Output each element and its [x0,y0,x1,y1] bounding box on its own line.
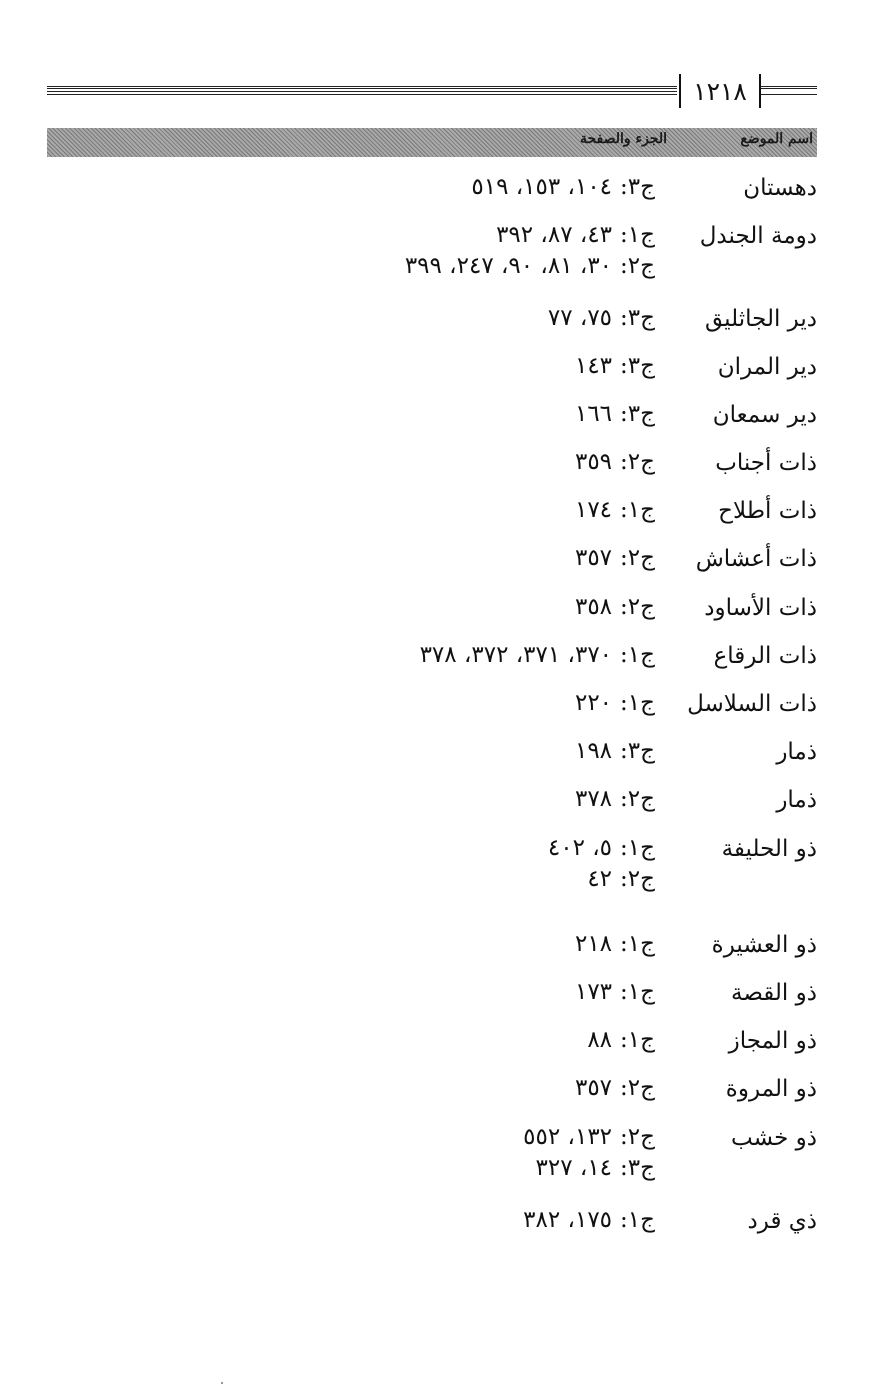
page-numbers: ١٤٣ [574,353,613,379]
reference-line [548,864,655,895]
place-name: ذي قرد [747,1208,817,1234]
reference-line [575,487,655,526]
reference-line [471,164,655,203]
reference-line [575,343,655,382]
reference-line [575,1065,655,1104]
volume-label: ج٢: [620,253,655,279]
reference-line [575,921,655,960]
volume-label: ج٣: [620,353,655,379]
page-numbers: ٣٥٩ [574,449,613,475]
volume-label: ج٣: [620,1155,655,1181]
reference-line [523,1197,655,1236]
page-numbers: ١٩٨ [574,738,613,764]
volume-label: ج٢: [620,1124,655,1150]
volume-label: ج١: [620,931,655,957]
volume-label: ج٢: [620,594,655,620]
volume-label: ج١: [620,979,655,1005]
page-numbers: ٣٥٧ [574,545,613,571]
page-numbers: ٤٢ [587,866,613,892]
page-header [47,74,817,108]
place-name: دير الجاثليق [704,306,817,332]
reference-list [575,343,655,382]
place-name: ذو خشب [731,1125,817,1151]
reference-line [523,1153,655,1184]
reference-list [575,728,655,767]
reference-line [575,439,655,478]
reference-list [587,1017,655,1056]
reference-line [405,212,655,251]
page-numbers: ٢٢٠ [574,690,613,716]
place-name: ذات السلاسل [687,691,817,717]
page-numbers: ٨٨ [587,1027,613,1053]
volume-label: ج٣: [620,174,655,200]
reference-line [575,391,655,430]
place-name: ذات أجناب [715,450,817,476]
place-name: ذو القصة [731,980,817,1006]
reference-list [523,1197,655,1236]
reference-line [575,776,655,815]
reference-list [575,439,655,478]
reference-list [575,776,655,815]
page-numbers: ٣٧٨ [574,786,613,812]
reference-list [575,921,655,960]
place-name: ذات أطلاح [718,498,817,524]
page-numbers: ٣٥٧ [574,1075,613,1101]
reference-list [575,535,655,574]
place-name: ذو المجاز [728,1028,817,1054]
volume-label: ج٢: [620,1075,655,1101]
page-numbers: ١٠٤، ١٥٣، ٥١٩ [471,174,613,200]
reference-list [405,212,655,282]
volume-label: ج٣: [620,305,655,331]
place-name: ذو المروة [725,1076,817,1102]
reference-list [575,969,655,1008]
page-numbers: ٤٣، ٨٧، ٣٩٢ [496,222,613,248]
page-numbers: ٣٧٠، ٣٧١، ٣٧٢، ٣٧٨ [419,642,613,668]
column-header-volume-page: الجزء والصفحة [579,131,667,147]
reference-list [471,164,655,203]
reference-line [575,680,655,719]
reference-line [575,535,655,574]
volume-label: ج٢: [620,449,655,475]
place-name: دهستان [743,175,817,201]
place-name: دير سمعان [712,402,817,428]
place-name: ذات أعشاش [695,546,817,572]
page-number: ١٢١٨ [693,76,747,106]
volume-label: ج٣: [620,738,655,764]
place-name: ذات الرقاع [713,643,817,669]
page-numbers: ١٧٣ [574,979,613,1005]
page-speck [221,1382,223,1384]
page-numbers: ٧٥، ٧٧ [547,305,613,331]
volume-label: ج١: [620,835,655,861]
place-name: دير المران [717,354,817,380]
reference-line [548,295,655,334]
page-numbers: ٣٥٨ [574,594,613,620]
volume-label: ج٢: [620,545,655,571]
page-numbers: ٥، ٤٠٢ [547,835,613,861]
header-rule [47,86,677,95]
header-rule [761,86,817,95]
place-name: ذمار [776,739,817,765]
place-name: ذمار [776,787,817,813]
volume-label: ج٣: [620,401,655,427]
volume-label: ج١: [620,642,655,668]
volume-label: ج١: [620,690,655,716]
page-numbers: ٢١٨ [574,931,613,957]
page-numbers: ١٤، ٣٢٧ [535,1155,613,1181]
reference-line [523,1114,655,1153]
column-header-band [47,128,817,157]
reference-line [420,632,655,671]
page-numbers: ١٧٥، ٣٨٢ [523,1207,613,1233]
place-name: ذات الأساود [704,595,817,621]
column-header-place: اسم الموضع [740,131,813,147]
reference-list [575,680,655,719]
place-name: ذو الحليفة [721,836,817,862]
reference-list [548,825,655,895]
reference-list [575,391,655,430]
volume-label: ج٢: [620,786,655,812]
reference-line [575,584,655,623]
volume-label: ج١: [620,497,655,523]
reference-list [548,295,655,334]
reference-list [575,487,655,526]
volume-label: ج١: [620,1207,655,1233]
page-numbers: ١٦٦ [574,401,613,427]
reference-list [575,584,655,623]
volume-label: ج١: [620,222,655,248]
reference-list [523,1114,655,1184]
page-numbers: ٣٠، ٨١، ٩٠، ٢٤٧، ٣٩٩ [404,253,613,279]
reference-line [575,969,655,1008]
reference-list [420,632,655,671]
reference-line [575,728,655,767]
page-numbers: ١٣٢، ٥٥٢ [523,1124,613,1150]
reference-list [575,1065,655,1104]
place-name: ذو العشيرة [711,932,817,958]
reference-line [587,1017,655,1056]
place-name: دومة الجندل [699,223,817,249]
volume-label: ج١: [620,1027,655,1053]
reference-line [405,251,655,282]
reference-line [548,825,655,864]
volume-label: ج٢: [620,866,655,892]
page-numbers: ١٧٤ [574,497,613,523]
